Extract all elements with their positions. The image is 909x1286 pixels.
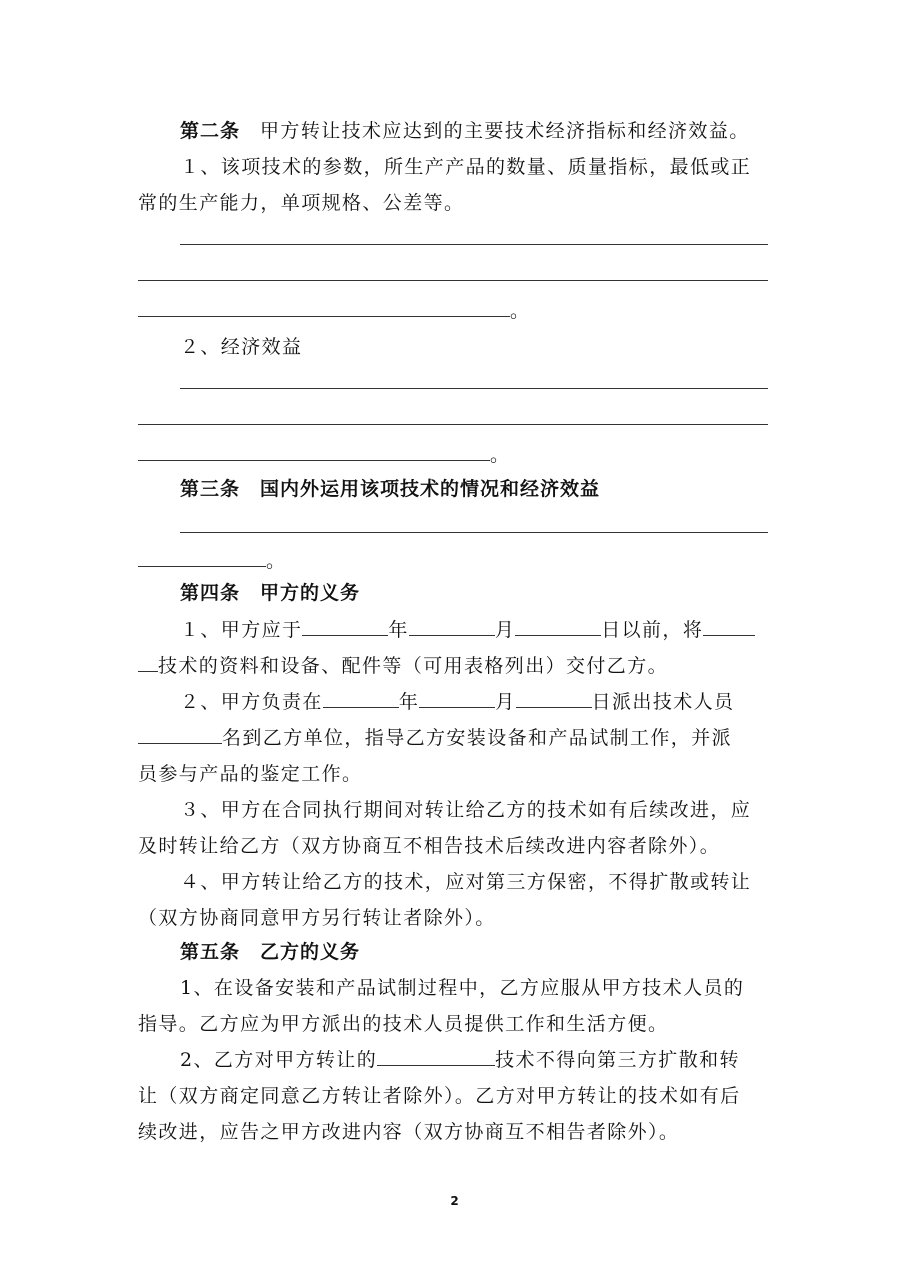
article-5-item-2-line-1: 2、乙方对甲方转让的 技术不得向第三方扩散和转: [180, 1049, 740, 1071]
year-blank: [302, 617, 388, 636]
article-4-item-2-line-3: 员参与产品的鉴定工作。: [138, 763, 363, 785]
article-2-item-1-line-1: １、该项技术的参数，所生产产品的数量、质量指标，最低或正: [180, 156, 752, 178]
count-blank: [138, 725, 222, 744]
blank-line: [138, 262, 770, 288]
article-4-item-2-line-1: ２、甲方负责在 年 月 日派出技术人员: [180, 691, 735, 713]
article-5-title: 乙方的义务: [260, 941, 361, 963]
article-4-item-3-line-2: 及时转让给乙方（双方协商互不相告技术后续改进内容者除外）。: [138, 835, 721, 857]
article-5-heading: [180, 939, 770, 965]
article-4-item-4-line-1: ４、甲方转让给乙方的技术，应对第三方保密，不得扩散或转让: [180, 871, 752, 893]
article-5-item-2-line-3: 续改进，应告之甲方改进内容（双方协商互不相告者除外）。: [138, 1121, 680, 1143]
article-4-title: 甲方的义务: [260, 582, 361, 604]
article-5-item-1-line-2: 指导。乙方应为甲方派出的技术人员提供工作和生活方便。: [138, 1013, 669, 1035]
month-blank: [409, 617, 495, 636]
article-5-number: 第五条: [180, 941, 241, 963]
page-number: 2: [450, 1194, 459, 1208]
article-5-item-2-line-2: 让（双方商定同意乙方转让者除外）。乙方对甲方转让的技术如有后: [138, 1085, 741, 1107]
article-4-item-4-line-2: （双方协商同意甲方另行转让者除外）。: [138, 907, 496, 929]
article-3-heading: [180, 476, 770, 502]
article-3-number: 第三条: [180, 478, 241, 500]
article-5-item-1-line-1: 1、在设备安装和产品试制过程中，乙方应服从甲方技术人员的: [180, 977, 745, 999]
article-2-number: 第二条: [180, 120, 241, 142]
article-4-number: 第四条: [180, 582, 241, 604]
article-2-heading: [180, 118, 770, 144]
article-4-item-2-line-2: 名到乙方单位，指导乙方安装设备和产品试制工作，并派: [138, 725, 770, 751]
article-2-item-2: ２、经济效益: [180, 336, 303, 358]
article-2-title: 甲方转让技术应达到的主要技术经济指标和经济效益。: [260, 120, 750, 142]
blank-line: [180, 370, 770, 396]
article-4-heading: [180, 580, 770, 606]
blank-line: 。: [138, 442, 770, 468]
blank-line: [180, 226, 770, 252]
article-4-item-1-line-2: 技术的资料和设备、配件等（可用表格列出）交付乙方。: [138, 653, 770, 679]
article-2-item-1-line-2: 常的生产能力，单项规格、公差等。: [138, 192, 465, 214]
blank-line: 。: [138, 298, 770, 324]
blank-line: [180, 514, 770, 540]
article-4-item-3-line-1: ３、甲方在合同执行期间对转让给乙方的技术如有后续改进，应: [180, 799, 752, 821]
blank-line: 。: [138, 548, 770, 574]
tech-name-blank: [377, 1047, 495, 1066]
article-4-item-1-line-1: １、甲方应于 年 月 日以前，将: [180, 617, 770, 643]
article-3-title: 国内外运用该项技术的情况和经济效益: [260, 478, 601, 500]
blank-line: [138, 406, 770, 432]
day-blank: [515, 617, 601, 636]
